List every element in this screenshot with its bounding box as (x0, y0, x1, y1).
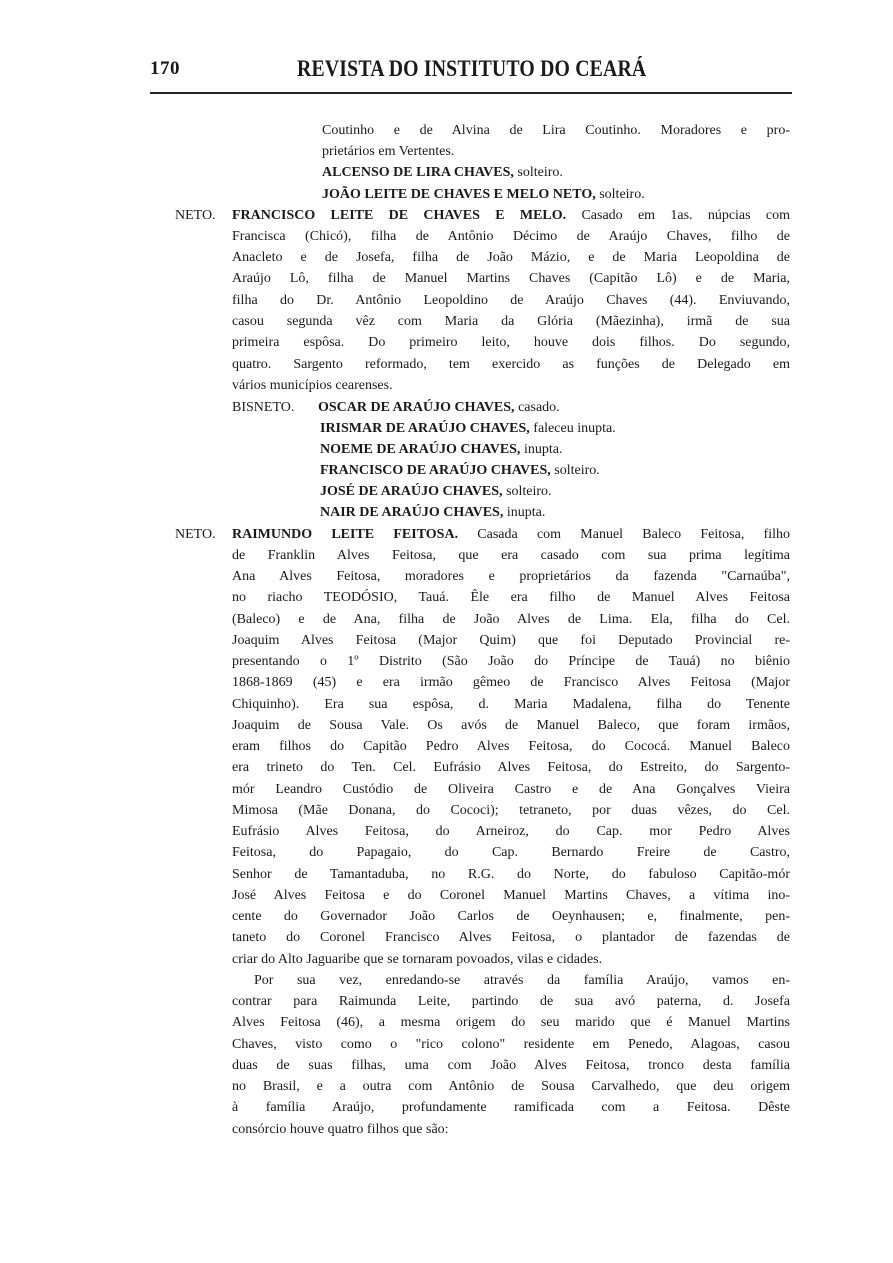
text-line: Alves Feitosa (46), a mesma origem do seu marido que é Manuel Martins (232, 1015, 790, 1030)
person-name: FRANCISCO DE ARAÚJO CHAVES, (320, 463, 551, 478)
entry-joao (322, 186, 645, 204)
entry-status: solteiro. (513, 165, 563, 180)
text-line: contrar para Raimunda Leite, partindo de sua avó paterna, d. Josefa (232, 994, 790, 1009)
text-line: filha do Dr. Antônio Leopoldino de Araújo Chaves (44). Enviuvando, (232, 293, 790, 308)
entry-heading: RAIMUNDO LEITE FEITOSA. Casada com Manuel Baleco Feitosa, filho (232, 527, 790, 542)
person-name: JOSÉ DE ARAÚJO CHAVES, (320, 484, 503, 499)
text-line: Por sua vez, enredando-se através da família Araújo, vamos en- (254, 973, 790, 988)
text-line: Anacleto e de Josefa, filha de João Mázio, e de Maria Leopoldina de (232, 250, 790, 265)
list-item: FRANCISCO DE ARAÚJO CHAVES, solteiro. (320, 463, 600, 478)
text-line: Chiquinho). Era sua espôsa, d. Maria Madalena, filha do Tenente (232, 697, 790, 712)
text-line: presentando o 1º Distrito (São João do Príncipe de Tauá) no biênio (232, 654, 790, 669)
text-line: Feitosa, do Papagaio, do Cap. Bernardo Freire de Castro, (232, 845, 790, 860)
text-line: mór Leandro Custódio de Oliveira Castro e de Ana Gonçalves Vieira (232, 782, 790, 797)
text-line: (Baleco) e de Ana, filha de João Alves de Lima. Ela, filha do Cel. (232, 612, 790, 627)
text-line: Joaquim de Sousa Vale. Os avós de Manuel Baleco, que foram irmãos, (232, 718, 790, 733)
text-line: taneto do Coronel Francisco Alves Feitosa, o plantador de fazendas de (232, 930, 790, 945)
text-line: prietários em Vertentes. (322, 144, 455, 159)
text-line: Ana Alves Feitosa, moradores e proprietários da fazenda "Carnaúba", (232, 569, 790, 584)
person-name: RAIMUNDO LEITE FEITOSA. (232, 527, 459, 542)
header-rule (150, 92, 792, 94)
text-line: no Brasil, e a outra com Antônio de Sousa Carvalhedo, que deu origem (232, 1079, 790, 1094)
list-item: NAIR DE ARAÚJO CHAVES, inupta. (320, 505, 546, 520)
text-line: à família Araújo, profundamente ramificada com a Feitosa. Dêste (232, 1100, 790, 1115)
list-item: NOEME DE ARAÚJO CHAVES, inupta. (320, 442, 563, 457)
running-title: REVISTA DO INSTITUTO DO CEARÁ (297, 56, 647, 81)
text-line: primeira espôsa. Do primeiro leito, houve dois filhos. Do segundo, (232, 335, 790, 350)
text-line: Chaves, visto como o "rico colono" residente em Penedo, Alagoas, casou (232, 1037, 790, 1052)
text-line: casou segunda vêz com Maria da Glória (Mãezinha), irmã de sua (232, 314, 790, 329)
entry-status: solteiro. (595, 187, 645, 202)
generation-label: BISNETO. (232, 400, 295, 415)
generation-label: NETO. (175, 527, 216, 542)
person-name: NOEME DE ARAÚJO CHAVES, (320, 442, 521, 457)
person-name: FRANCISCO LEITE DE CHAVES E MELO. (232, 208, 567, 223)
person-name: OSCAR DE ARAÚJO CHAVES, (318, 400, 515, 415)
entry-heading: FRANCISCO LEITE DE CHAVES E MELO. Casado em 1as. núpcias com (232, 208, 790, 223)
text-line: Senhor de Tamantaduba, no R.G. do Norte, do fabuloso Capitão-mór (232, 867, 790, 882)
list-item: OSCAR DE ARAÚJO CHAVES, casado. (318, 400, 560, 415)
text-line: vários municípios cearenses. (232, 378, 393, 393)
person-name: ALCENSO DE LIRA CHAVES, (322, 165, 514, 180)
text-line: Araújo Lô, filha de Manuel Martins Chaves (Capitão Lô) e de Maria, (232, 271, 790, 286)
page-number: 170 (150, 58, 180, 79)
text-line: de Franklin Alves Feitosa, que era casado com sua prima legítima (232, 548, 790, 563)
text-line: Coutinho e de Alvina de Lira Coutinho. Moradores e pro- (322, 123, 790, 138)
text-line: duas de suas filhas, uma com João Alves Feitosa, tronco desta família (232, 1058, 790, 1073)
text-line: era trineto do Ten. Cel. Eufrásio Alves Feitosa, do Estreito, do Sargento- (232, 760, 790, 775)
text-line: criar do Alto Jaguaribe que se tornaram povoados, vilas e cidades. (232, 952, 603, 967)
text-line: Francisca (Chicó), filha de Antônio Décimo de Araújo Chaves, filho de (232, 229, 790, 244)
list-item: IRISMAR DE ARAÚJO CHAVES, faleceu inupta. (320, 421, 616, 436)
text-line: 1868-1869 (45) e era irmão gêmeo de Francisco Alves Feitosa (Major (232, 675, 790, 690)
text-line: consórcio houve quatro filhos que são: (232, 1122, 449, 1137)
generation-label: NETO. (175, 208, 216, 223)
text-line: Mimosa (Mãe Donana, do Cococi); tetraneto, por duas vêzes, do Cel. (232, 803, 790, 818)
running-header (150, 58, 792, 92)
text-line: eram filhos do Capitão Pedro Alves Feitosa, do Cococá. Manuel Baleco (232, 739, 790, 754)
person-name: JOÃO LEITE DE CHAVES E MELO NETO, (322, 187, 596, 202)
person-name: NAIR DE ARAÚJO CHAVES, (320, 505, 504, 520)
list-item: JOSÉ DE ARAÚJO CHAVES, solteiro. (320, 484, 552, 499)
text-line: Joaquim Alves Feitosa (Major Quim) que foi Deputado Provincial re- (232, 633, 790, 648)
text-line: Eufrásio Alves Feitosa, do Arneiroz, do Cap. mor Pedro Alves (232, 824, 790, 839)
text-line: cente do Governador João Carlos de Oeynhausen; e, finalmente, pen- (232, 909, 790, 924)
text-line: José Alves Feitosa e do Coronel Manuel Martins Chaves, a vítima ino- (232, 888, 790, 903)
text-line: quatro. Sargento reformado, tem exercido as funções de Delegado em (232, 357, 790, 372)
text-line: no riacho TEODÓSIO, Tauá. Êle era filho de Manuel Alves Feitosa (232, 590, 790, 605)
entry-alcenso (322, 164, 563, 182)
person-name: IRISMAR DE ARAÚJO CHAVES, (320, 421, 530, 436)
